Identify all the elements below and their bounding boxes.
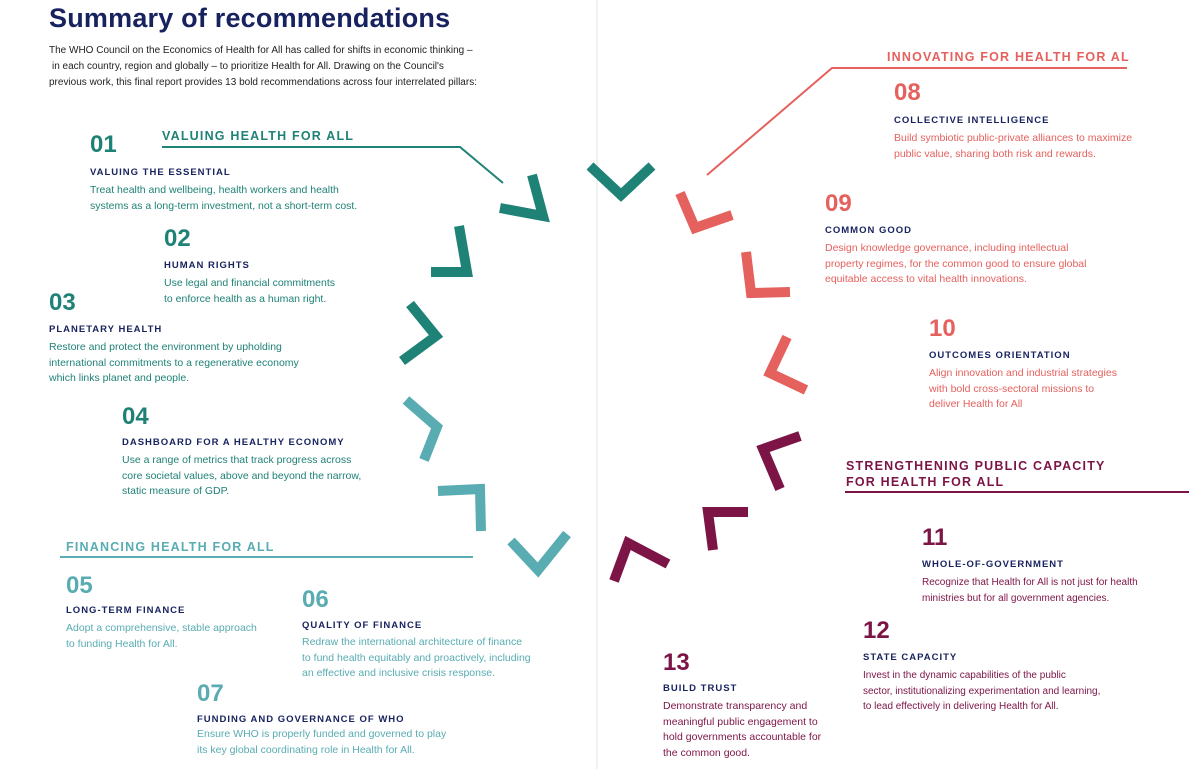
recommendation-10 [929,316,1117,413]
description-line: to fund health equitably and proactively, including [302,651,531,664]
recommendation-number: 07 [197,680,224,707]
description-line: Treat health and wellbeing, health workers and health [90,184,339,196]
recommendation-description [922,575,1138,606]
chevron-icon [500,175,543,216]
recommendation-description [929,366,1117,413]
recommendation-number: 04 [122,403,149,430]
intro-line: in each country, region and globally – to prioritize Health for All. Drawing on the Council's [52,61,444,72]
recommendation-03 [49,290,299,387]
recommendation-number: 13 [663,649,690,676]
pillar-heading-line: STRENGTHENING PUBLIC CAPACITY [846,459,1106,473]
description-line: to lead effectively in delivering Health for All. [863,701,1059,712]
pillar-valuing-heading: VALUING HEALTH FOR ALL [162,129,355,143]
page-title: Summary of recommendations [49,3,451,33]
description-line: Use a range of metrics that track progress across [122,454,352,466]
recommendation-number: 05 [66,572,93,599]
description-line: Ensure WHO is properly funded and governed to play [197,728,447,740]
recommendation-05 [66,573,257,652]
recommendation-13 [663,650,821,761]
description-line: an effective and inclusive crisis response. [302,667,495,679]
recommendation-description [894,131,1132,162]
recommendation-heading: PLANETARY HEALTH [49,324,163,335]
recommendation-number: 12 [863,617,890,644]
description-line: property regimes, for the common good to ensure global [825,257,1087,270]
recommendation-heading: VALUING THE ESSENTIAL [90,167,231,178]
recommendation-description [197,727,446,758]
chevron-icon [511,534,567,570]
description-line: Use legal and financial commitments [164,277,335,289]
recommendation-heading: WHOLE-OF-GOVERNMENT [922,559,1064,570]
recommendation-01 [90,132,357,214]
recommendation-description [90,183,357,214]
recommendation-heading: COLLECTIVE INTELLIGENCE [894,115,1050,126]
recommendation-description [49,340,299,387]
recommendation-heading: STATE CAPACITY [863,652,958,663]
intro-paragraph [49,43,519,91]
chevron-icon [680,193,732,228]
description-line: to enforce health as a human right. [164,292,327,305]
description-line: the common good. [663,746,750,759]
recommendation-number: 11 [922,524,948,551]
description-line: core societal values, above and beyond the narrow, [122,469,362,482]
chevron-icon [614,543,668,581]
description-line: systems as a long-term investment, not a short-term cost. [90,199,358,212]
description-line: international commitments to a regenerative economy [49,356,299,369]
description-line: Build symbiotic public-private alliances to maximize [894,132,1133,144]
description-line: which links planet and people. [49,372,190,384]
recommendation-08 [894,80,1132,162]
pillar-innovating-heading: INNOVATING FOR HEALTH FOR AL [887,50,1130,64]
description-line: Demonstrate transparency and [663,700,808,712]
chevron-icon [438,489,481,531]
recommendation-heading: HUMAN RIGHTS [164,260,250,271]
recommendation-04 [122,404,361,500]
pillar-financing-heading: FINANCING HEALTH FOR ALL [66,540,275,554]
description-line: Design knowledge governance, including intellectual [825,242,1069,254]
pillar-heading-line: FOR HEALTH FOR ALL [846,475,1005,489]
description-line: ministries but for all government agencies. [922,592,1110,604]
recommendation-heading: DASHBOARD FOR A HEALTHY ECONOMY [122,437,345,448]
description-line: sector, institutionalizing experimentation and learning, [863,685,1101,697]
description-line: Align innovation and industrial strategies [929,367,1117,379]
chevron-icon [763,436,800,489]
chevron-icon [402,304,436,361]
description-line: with bold cross-sectoral missions to [929,382,1095,395]
chevron-icon [431,226,467,272]
recommendation-number: 01 [90,131,117,158]
recommendation-number: 10 [929,315,956,342]
recommendation-number: 09 [825,190,852,217]
recommendation-heading: FUNDING AND GOVERNANCE OF WHO [197,714,405,725]
description-line: Redraw the international architecture of finance [302,636,523,648]
recommendation-description [863,668,1100,715]
description-line: hold governments accountable for [663,731,822,743]
recommendation-number: 06 [302,586,329,613]
recommendation-07 [197,681,446,758]
recommendation-heading: BUILD TRUST [663,683,738,694]
chevron-icon [590,166,652,195]
chevron-icon [708,512,748,550]
description-line: to funding Health for All. [66,637,178,650]
recommendation-09 [825,191,1086,288]
recommendation-number: 02 [164,225,191,252]
description-line: Invest in the dynamic capabilities of the public [863,670,1066,681]
recommendation-11 [922,525,1138,606]
recommendation-description [122,453,361,500]
recommendation-number: 08 [894,79,921,106]
chevron-icon [746,252,790,293]
description-line: its key global coordinating role in Health for All. [197,743,415,756]
intro-line: previous work, this final report provides 13 bold recommendations across four interrelated pillars: [49,77,477,88]
recommendation-description [66,621,257,652]
intro-line: The WHO Council on the Economics of Health for All has called for shifts in economic thinking – [49,45,473,56]
recommendation-heading: QUALITY OF FINANCE [302,620,423,631]
description-line: deliver Health for All [929,398,1023,410]
recommendation-description [825,241,1086,288]
description-line: Restore and protect the environment by upholding [49,341,282,353]
recommendation-12 [863,618,1100,715]
recommendation-heading: COMMON GOOD [825,225,912,236]
recommendation-06 [302,587,531,682]
recommendation-heading: LONG-TERM FINANCE [66,605,186,616]
pillar-strengthening-heading [846,458,1106,490]
recommendation-number: 03 [49,289,76,316]
description-line: Adopt a comprehensive, stable approach [66,622,257,634]
description-line: static measure of GDP. [122,485,230,497]
recommendation-description [302,635,531,682]
description-line: Recognize that Health for All is not just for health [922,577,1138,588]
chevron-icon [406,400,437,460]
recommendation-heading: OUTCOMES ORIENTATION [929,350,1071,361]
description-line: public value, sharing both risk and rewards. [894,147,1096,160]
description-line: meaningful public engagement to [663,715,818,728]
recommendation-description [663,699,821,761]
description-line: equitable access to vital health innovations. [825,273,1027,285]
chevron-icon [770,337,806,390]
